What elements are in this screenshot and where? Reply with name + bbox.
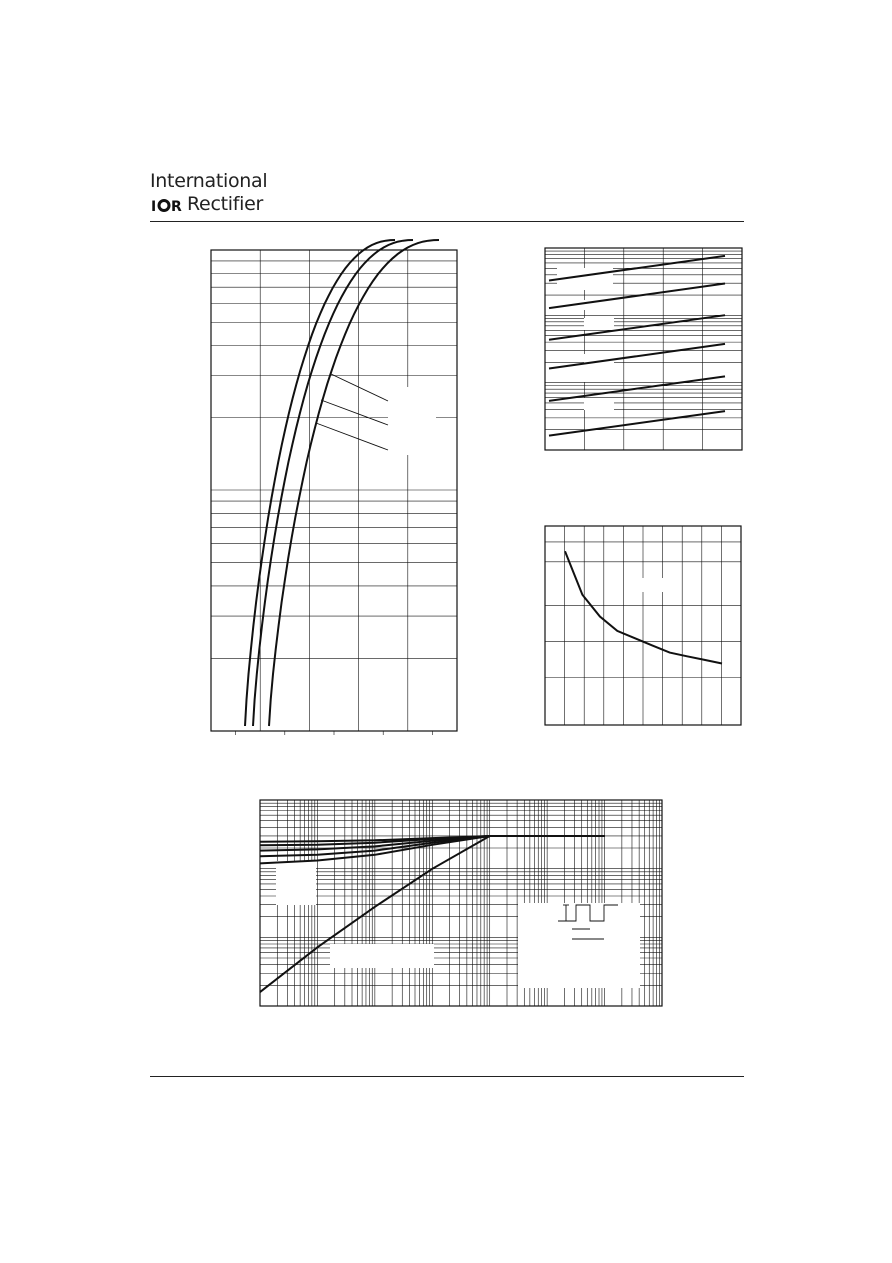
chart4-label-box xyxy=(330,944,434,968)
svg-text:I: I xyxy=(151,199,157,213)
footer-rule xyxy=(150,1076,744,1077)
brand-name-line2: Rectifier xyxy=(187,193,263,215)
chart4-notes-box xyxy=(518,903,640,988)
chart4-legend-box xyxy=(276,861,316,905)
svg-text:R: R xyxy=(171,199,182,213)
brand-name-line1: International xyxy=(150,170,268,192)
